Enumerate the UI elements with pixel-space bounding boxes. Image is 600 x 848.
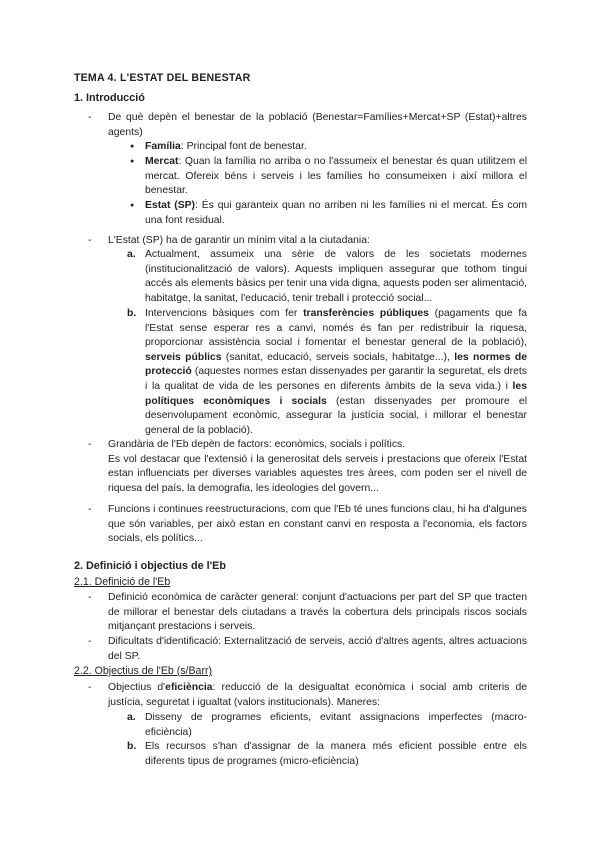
bullet-term: Família (145, 141, 181, 152)
bullet-text: : Principal font de benestar. (180, 141, 307, 152)
bullet-icon: ● (130, 143, 135, 150)
bullet-text: : Quan la família no arriba o no l'assumeix el benestar és quan utilitzem el mercat. Ofereix béns i serveis i les famílies ho consumeixen i així millora el benestar. (145, 156, 527, 197)
bullet-familia (145, 140, 527, 155)
list-marker-b: b. (127, 308, 137, 319)
list-marker-a: a. (127, 249, 136, 260)
paragraph-dificultats: Dificultats d'identificació: Externalització de serveis, acció d'altres agents, altres actuacions del SP. (108, 636, 527, 662)
paragraph-funcions: Funcions i continues reestructuracions, com que l'Eb té unes funcions clau, hi ha d'algunes que són variables, per això estan en constant canvi en resposta a l'economia, els factors socials, els polítics... (108, 504, 527, 545)
bullet-term: Mercat (145, 156, 179, 167)
paragraph-objectius: Objectius d'eficiència: reducció de la desigualtat econòmica i social amb criteris de justícia, seguretat i igualtat (valors institucionals). Maneres: (108, 682, 527, 708)
subsection-2-1-heading: 2.1. Definició de l'Eb (74, 576, 171, 588)
section-2-heading: 2. Definició i objectius de l'Eb (74, 560, 226, 572)
subsection-2-2-heading: 2.2. Objectius de l'Eb (s/Barr) (74, 665, 213, 677)
paragraph-definicio: Definició econòmica de caràcter general: conjunt d'actuacions per part del SP que tracten de millorar el benestar dels ciutadans a través la cobertura dels principals riscos socials mitjançant prestacions i serveis. (108, 592, 527, 633)
item-b-text: Intervencions bàsiques com fer transferències públiques (pagaments que fa l'Estat sense esperar res a canvi, només és fan per redistribuir la riquesa, proporcionar assistència social i fomentar el benestar general de la població), serveis públics (sanitat, educació, serveis socials, habitatge...), les normes de protecció (aquestes normes estan dissenyades per garantir la seguretat, els drets i la qualitat de vida de les persones en diferents àmbits de la seva vida.) i les polítiques econòmiques i socials (estan dissenyades per promoure el desenvolupament econòmic, assegurar la justícia social, i millorar el benestar general de la població). (145, 308, 528, 436)
objective-b-text: Els recursos s'han d'assignar de la manera més eficient possible entre els diferents tipus de programes (micro-eficiència) (145, 741, 527, 767)
item-a-text: Actualment, assumeix una sèrie de valors de les societats modernes (institucionalització de valors). Aquests impliquen assegurar que tothom tingui accés als elements bàsics per tenir una vida digna, aquests poden ser alimentació, habitatge, la sanitat, l'educació, tenir treball i protecció social... (145, 249, 527, 304)
list-marker-b: b. (127, 741, 137, 752)
list-marker-a: a. (127, 712, 136, 723)
objective-a-text: Disseny de programes eficients, evitant assignacions imperfectes (macro-eficiència) (145, 712, 527, 738)
bullet-term: Estat (SP) (145, 200, 196, 211)
bullet-estat (145, 199, 527, 228)
paragraph-grandaria: Grandària de l'Eb depèn de factors: econòmics, socials i polítics. Es vol destacar que l'extensió i la generositat dels serveis i prestacions que ofereix l'Estat estan influenciats per diverses variables aquestes tres àrees, com poden ser el nivell de riquesa del país, la demografia, les ideologies del govern... (108, 439, 527, 494)
section-1-heading: 1. Introducció (74, 92, 145, 104)
bullet-text: : És qui garanteix quan no arriben ni les famílies ni el mercat. És com una font residual. (145, 200, 528, 226)
document-title: TEMA 4. L'ESTAT DEL BENESTAR (74, 72, 251, 84)
bullet-icon: ● (130, 202, 135, 209)
intro-paragraph: De què depèn el benestar de la població (Benestar=Famílies+Mercat+SP (Estat)+altres agents) (108, 112, 527, 138)
bullet-mercat (145, 155, 527, 199)
bullet-icon: ● (130, 158, 135, 165)
paragraph-minim-vital: L'Estat (SP) ha de garantir un mínim vital a la ciutadania: (108, 235, 370, 246)
